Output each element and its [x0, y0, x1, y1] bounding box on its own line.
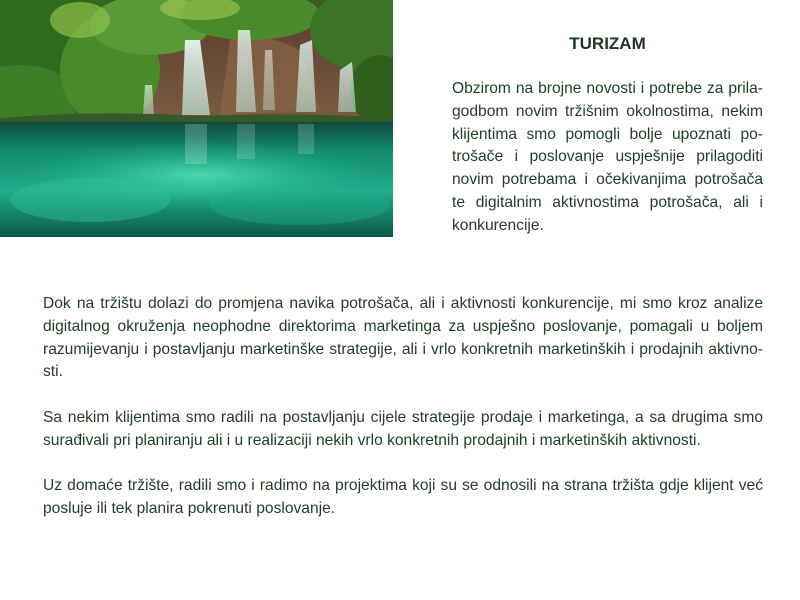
body-paragraph: Dok na tržištu dolazi do promjena navika potrošača, ali i aktivnosti konkurencije, mi smo kroz analize digitalnog okruženja neophodne direktorima marketinga za uspješno poslovanje, pomagali u boljem razumijevanju i postavljanju marketinške strategije, ali i vrlo konkretnih marketinških i prodajnih aktivnosti. [43, 295, 763, 381]
intro-paragraph: Obzirom na brojne novosti i potrebe za prilagodbom novim tržišnim okolnostima, nekim klijentima smo pomogli bolje upoznati potrošače i poslovanje uspješnije prilagoditi novim potrebama i očekivanjima potrošača te digitalnim aktivnostima potrošača, ali i konkurencije. [452, 80, 763, 234]
body-text [43, 293, 763, 544]
waterfall-lake-illustration [0, 0, 393, 237]
body-paragraph: Sa nekim klijentima smo radili na postavljanju cijele strategije prodaje i marketinga, a sa drugima smo surađivali pri planiranju ali i u realizaciji nekih vrlo konkretnih prodajnih i marketinških aktivnosti. [43, 408, 763, 449]
page-title: TURIZAM [569, 34, 646, 53]
body-paragraph: Uz domaće tržište, radili smo i radimo na projektima koji su se odnosili na strana tržišta gdje klijent već posluje ili tek planira pokrenuti poslovanje. [43, 477, 763, 518]
waterfall-lake-photo [0, 0, 393, 237]
